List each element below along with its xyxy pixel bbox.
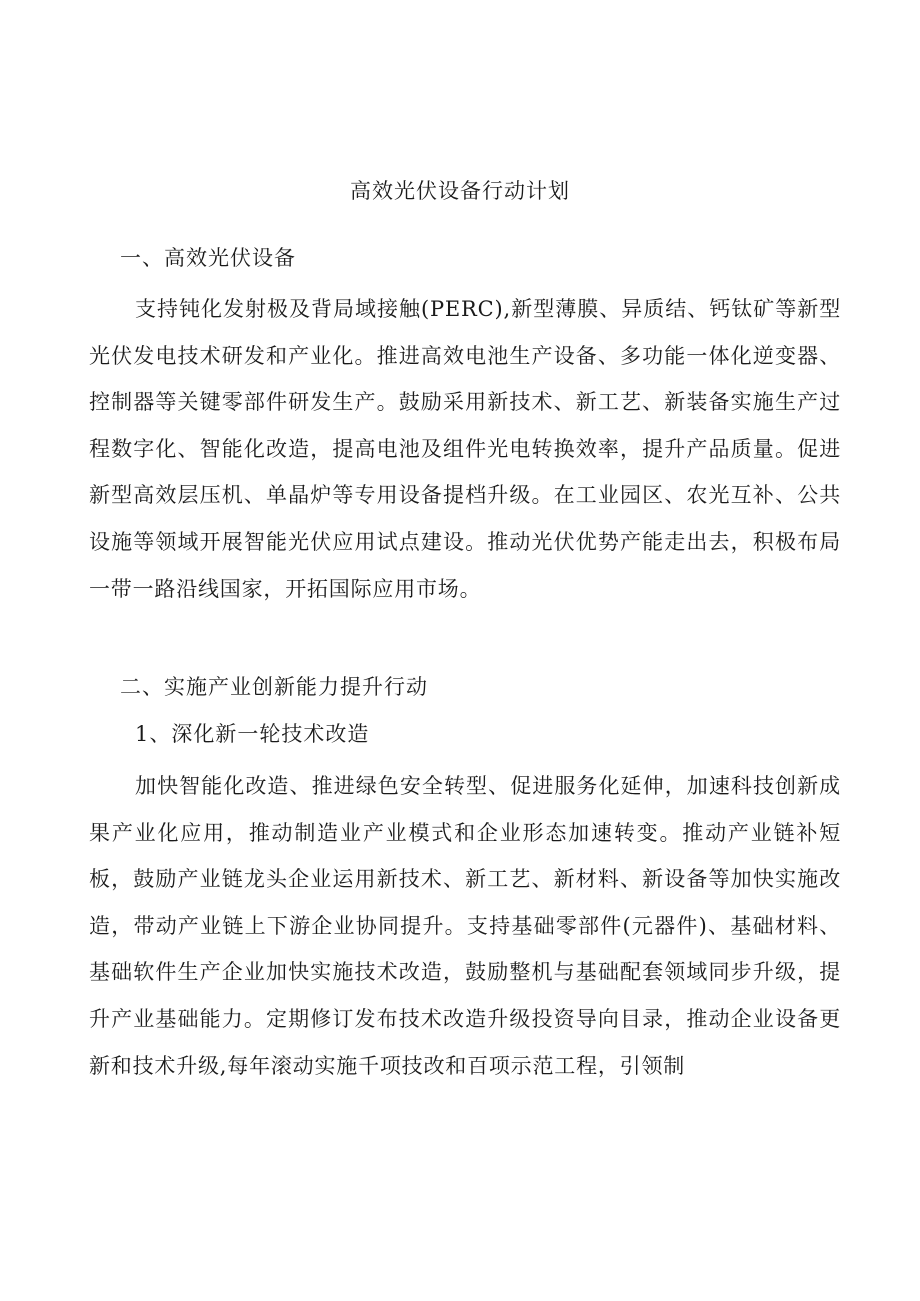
section-2-subheading: 1、深化新一轮技术改造	[135, 722, 370, 746]
section-1-heading: 一、高效光伏设备	[120, 246, 296, 270]
document-title: 高效光伏设备行动计划	[350, 179, 570, 203]
section-1-paragraph: 支持钝化发射极及背局域接触(PERC),新型薄膜、异质结、钙钛矿等新型光伏发电技术研发和产业化。推进高效电池生产设备、多功能一体化逆变器、控制器等关键零部件研发生产。鼓励采用新技术、新工艺、新装备实施生产过程数字化、智能化改造，提高电池及组件光电转换效率，提升产品质量。促进新型高效层压机、单晶炉等专用设备提档升级。在工业园区、农光互补、公共设施等领域开展智能光伏应用试点建设。推动光伏优势产能走出去，积极布局一带一路沿线国家，开拓国际应用市场。	[89, 297, 841, 601]
section-2-heading: 二、实施产业创新能力提升行动	[120, 675, 428, 699]
section-2-paragraph: 加快智能化改造、推进绿色安全转型、促进服务化延伸，加速科技创新成果产业化应用，推动制造业产业模式和企业形态加速转变。推动产业链补短板，鼓励产业链龙头企业运用新技术、新工艺、新材料、新设备等加快实施改造，带动产业链上下游企业协同提升。支持基础零部件(元器件)、基础材料、基础软件生产企业加快实施技术改造，鼓励整机与基础配套领域同步升级，提升产业基础能力。定期修订发布技术改造升级投资导向目录，推动企业设备更新和技术升级,每年滚动实施千项技改和百项示范工程，引领制	[89, 774, 841, 1078]
